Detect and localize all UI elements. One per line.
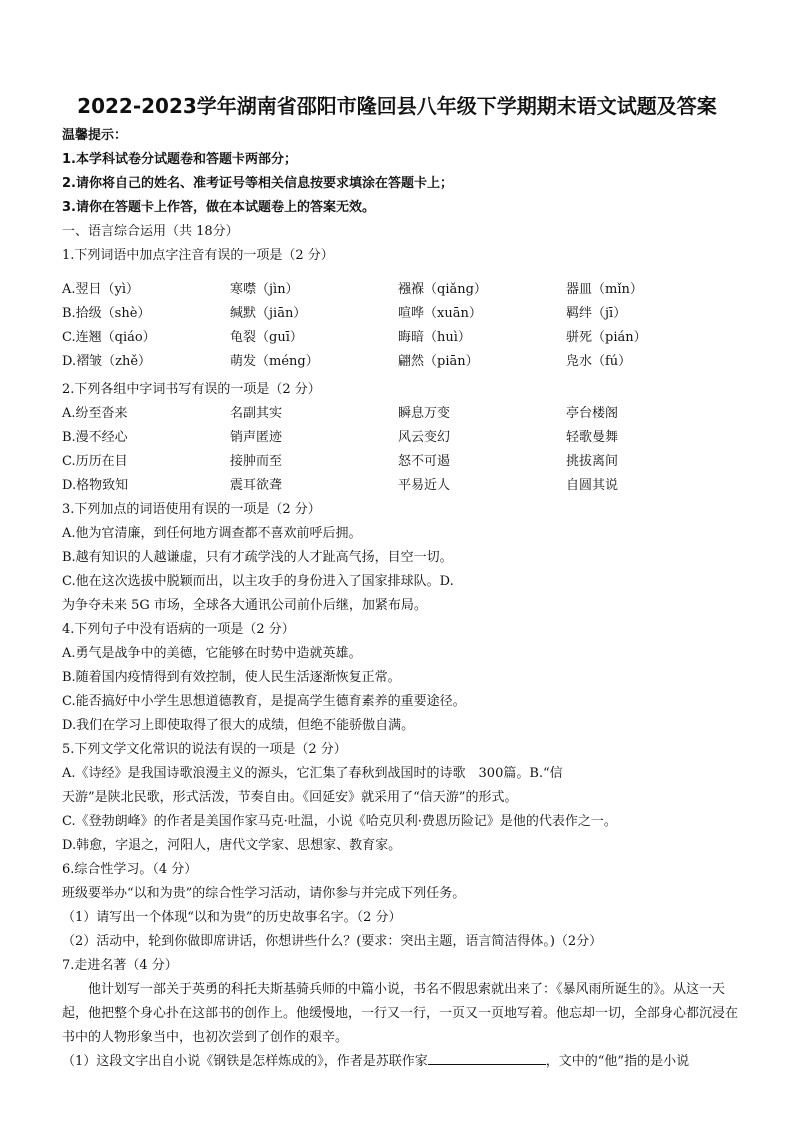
- option-cell: B.拾级（shè）: [62, 306, 151, 321]
- question-7-sub-1: [62, 1050, 742, 1074]
- option-cell: 寒噤（jìn）: [230, 282, 299, 297]
- option-line: A.《诗经》是我国诗歌浪漫主义的源头，它汇集了春秋到战国时的诗歌 300篇。B.“信: [62, 766, 563, 781]
- answer-blank: [428, 1050, 546, 1065]
- option-cell: 凫水（fú）: [566, 354, 632, 369]
- notice-item: 1.本学科试卷分试题卷和答题卡两部分；: [62, 152, 297, 167]
- notice-item: 2.请你将自己的姓名、准考证号等相关信息按要求填涂在答题卡上；: [62, 176, 453, 191]
- section-heading: 一、语言综合运用（共 18分）: [62, 224, 239, 239]
- option-line: C.他在这次选拔中脱颖而出，以主攻手的身份进入了国家排球队。D.: [62, 574, 454, 589]
- option-cell: 襁褓（qiǎng）: [398, 282, 487, 297]
- option-cell: A.翌日（yì）: [62, 282, 140, 297]
- option-line: B.随着国内疫情得到有效控制，使人民生活逐渐恢复正常。: [62, 670, 401, 685]
- option-line: C.能否搞好中小学生思想道德教育，是提高学生德育素养的重要途径。: [62, 694, 466, 709]
- option-row-b: [62, 426, 742, 450]
- option-cell: B.漫不经心: [62, 430, 128, 445]
- sub-question-text: ，文中的“他”指的是小说: [545, 1054, 690, 1069]
- option-cell: 轻歌曼舞: [566, 430, 619, 445]
- question-line: 班级要举办“以和为贵”的综合性学习活动，请你参与并完成下列任务。: [62, 886, 466, 901]
- option-cell: 晦暗（huì）: [398, 330, 471, 345]
- option-cell: A.纷至沓来: [62, 406, 128, 421]
- option-cell: 瞬息万变: [398, 406, 451, 421]
- option-row-d: [62, 350, 742, 374]
- question-7-stem: 7.走进名著（4 分）: [62, 958, 178, 973]
- option-row-c: [62, 326, 742, 350]
- option-cell: 羁绊（jī）: [566, 306, 627, 321]
- option-row-a: [62, 278, 742, 302]
- option-cell: 挑拔离间: [566, 454, 619, 469]
- option-cell: 自圆其说: [566, 478, 619, 493]
- option-row-a: [62, 402, 742, 426]
- option-line: B.越有知识的人越谦虚，只有才疏学浅的人才趾高气扬，目空一切。: [62, 550, 453, 565]
- option-line: 为争夺未来 5G 市场，全球各大通讯公司前仆后继，加紧布局。: [62, 598, 427, 613]
- exam-content: [62, 124, 742, 1074]
- question-line: （2）活动中，轮到你做即席讲话，你想讲些什么？(要求：突出主题，语言简洁得体。)（2分）: [62, 934, 603, 949]
- option-row-c: [62, 450, 742, 474]
- option-cell: D.褶皱（zhě）: [62, 354, 152, 369]
- option-cell: D.格物致知: [62, 478, 129, 493]
- option-row-b: [62, 302, 742, 326]
- option-cell: 风云变幻: [398, 430, 451, 445]
- option-cell: 怒不可遏: [398, 454, 451, 469]
- question-5-stem: 5.下列文学文化常识的说法有误的一项是（2 分）: [62, 742, 347, 757]
- question-3-stem: 3.下列加点的词语使用有误的一项是（2 分）: [62, 502, 321, 517]
- option-cell: 缄默（jiān）: [230, 306, 307, 321]
- option-cell: 翩然（piān）: [398, 354, 479, 369]
- option-cell: 销声匿迹: [230, 430, 283, 445]
- option-cell: C.历历在目: [62, 454, 128, 469]
- option-cell: 平易近人: [398, 478, 451, 493]
- option-line: D.我们在学习上即使取得了很大的成绩，但绝不能骄傲自满。: [62, 718, 415, 733]
- question-2-stem: 2.下列各组中字词书写有误的一项是（2 分）: [62, 382, 321, 397]
- option-line: 天游”是陕北民歌，形式活泼，节奏自由。《回延安》就采用了“信天游”的形式。: [62, 790, 518, 805]
- page-title: 2022-2023学年湖南省邵阳市隆回县八年级下学期期末语文试题及答案: [77, 94, 717, 118]
- option-cell: 接肿而至: [230, 454, 283, 469]
- option-cell: 震耳欲聋: [230, 478, 283, 493]
- question-line: （1）请写出一个体现“以和为贵”的历史故事名字。（2 分）: [62, 910, 402, 925]
- option-line: C.《登勃朗峰》的作者是美国作家马克·吐温，小说《哈克贝利·费恩历险记》是他的代表作之一。: [62, 814, 617, 829]
- option-line: D.韩愈，字退之，河阳人，唐代文学家、思想家、教育家。: [62, 838, 402, 853]
- option-cell: C.连翘（qiáo）: [62, 330, 156, 345]
- option-line: A.勇气是战争中的美德，它能够在时势中造就英雄。: [62, 646, 362, 661]
- option-cell: 喧哗（xuān）: [398, 306, 482, 321]
- notice-heading: 温馨提示：: [62, 128, 128, 143]
- option-cell: 器皿（mǐn）: [566, 282, 643, 297]
- option-line: A.他为官清廉，到任何地方调查都不喜欢前呼后拥。: [62, 526, 362, 541]
- question-1-stem: 1.下列词语中加点字注音有误的一项是（2 分）: [62, 248, 334, 263]
- sub-question-text: （1）这段文字出自小说《钢铁是怎样炼成的》，作者是苏联作家: [62, 1054, 428, 1069]
- notice-item: 3.请你在答题卡上作答，做在本试题卷上的答案无效。: [62, 200, 375, 215]
- option-cell: 龟裂（guī）: [230, 330, 303, 345]
- option-cell: 萌发（méng）: [230, 354, 319, 369]
- question-4-stem: 4.下列句子中没有语病的一项是（2 分）: [62, 622, 295, 637]
- option-cell: 亭台楼阁: [566, 406, 619, 421]
- reading-passage: 他计划写一部关于英勇的科托夫斯基骑兵师的中篇小说，书名不假思索就出来了：《暴风雨所诞生的》。从这一天起，他把整个身心扑在这部书的创作上。他缓慢地，一行又一行，一页又一页地写着。他忘却一切，全部身心都沉浸在书中的人物形象当中，也初次尝到了创作的艰辛。: [62, 982, 739, 1045]
- option-row-d: [62, 474, 742, 498]
- option-cell: 骈死（pián）: [566, 330, 647, 345]
- option-cell: 名副其实: [230, 406, 283, 421]
- question-6-stem: 6.综合性学习。（4 分）: [62, 862, 198, 877]
- question-1-options: [62, 278, 742, 374]
